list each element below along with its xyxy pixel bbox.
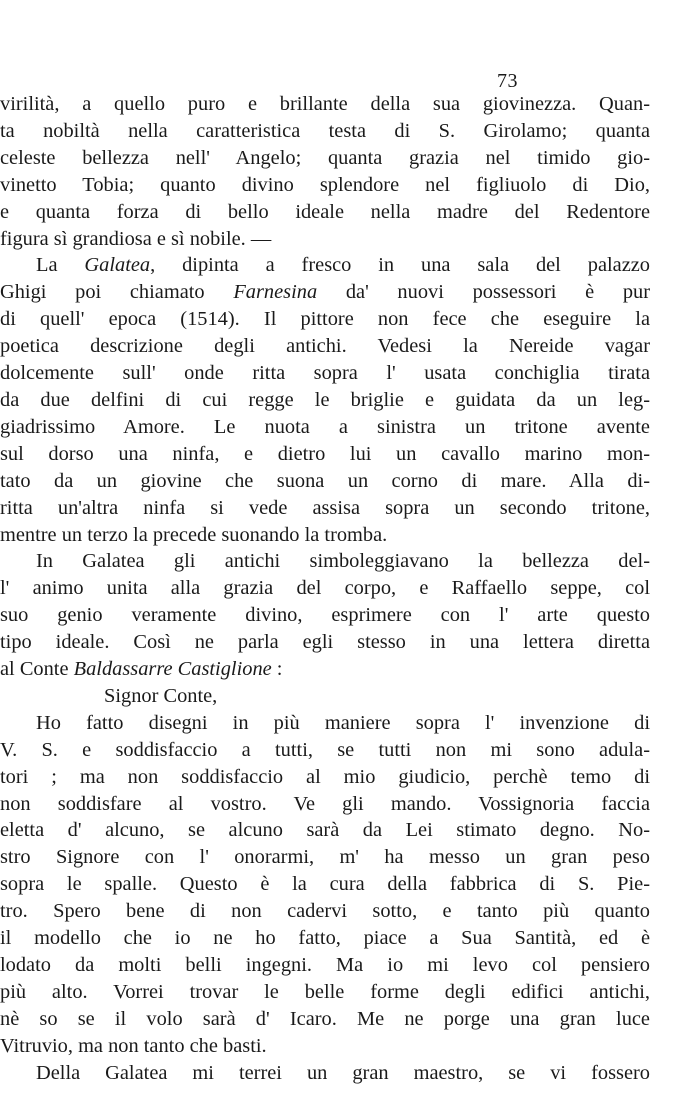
text-line: sul dorso una ninfa, e dietro lui un cavallo marino mon- [0, 442, 650, 465]
text-line: Vitruvio, ma non tanto che basti. [0, 1034, 267, 1057]
text-line: nè so se il volo sarà d' Icaro. Me ne porge una gran luce [0, 1007, 650, 1030]
place-name: Farnesina [233, 281, 318, 304]
paragraph-galatea [0, 252, 650, 548]
text-line: non soddisfare al vostro. Ve gli mando. Vossignoria faccia [0, 792, 650, 815]
text-run: al Conte [0, 658, 74, 681]
paragraph-symbolism [0, 548, 650, 683]
text-line: vinetto Tobia; quanto divino splendore nel figliuolo di Dio, [0, 173, 650, 196]
text-line: tori ; ma non soddisfaccio al mio giudicio, perchè temo di [0, 765, 650, 788]
artwork-title: Galatea [84, 254, 151, 277]
text-line: e quanta forza di bello ideale nella madre del Redentore [0, 200, 650, 223]
text-line: tato da un giovine che suona un corno di mare. Alla di- [0, 469, 650, 492]
text-line [0, 656, 650, 683]
text-line: figura sì grandiosa e sì nobile. — [0, 227, 272, 250]
text-line: più alto. Vorrei trovar le belle forme degli edifici antichi, [0, 980, 650, 1003]
paragraph-galatea-letter [0, 1060, 650, 1087]
text-line: l' animo unita alla grazia del corpo, e Raffaello seppe, col [0, 577, 650, 600]
text-line: In Galatea gli antichi simboleggiavano la bellezza del- [36, 550, 650, 573]
text-line [0, 252, 650, 279]
text-run: : [271, 658, 283, 681]
text-line: tipo ideale. Così ne parla egli stesso in una lettera diretta [0, 631, 650, 654]
page-number: 73 [497, 70, 518, 92]
text-line: mentre un terzo la precede suonando la tromba. [0, 523, 388, 546]
text-line: ta nobiltà nella caratteristica testa di S. Girolamo; quanta [0, 119, 650, 142]
text-line: eletta d' alcuno, se alcuno sarà da Lei stimato degno. No- [0, 819, 650, 842]
person-name: Baldassarre Castiglione [73, 658, 272, 681]
paragraph-continuation [0, 91, 650, 252]
text-line [0, 279, 650, 306]
text-line: dolcemente sull' onde ritta sopra l' usata conchiglia tirata [0, 362, 650, 385]
text-line: virilità, a quello puro e brillante della sua giovinezza. Quan- [0, 93, 650, 115]
text-line: Della Galatea mi terrei un gran maestro, se vi fossero [36, 1061, 650, 1084]
text-line: tro. Spero bene di non cadervi sotto, e tanto più quanto [0, 900, 650, 923]
text-line: stro Signore con l' onorarmi, m' ha messo un gran peso [0, 846, 650, 869]
text-line: V. S. e soddisfaccio a tutti, se tutti non mi sono adula- [0, 738, 650, 761]
paragraph-letter [0, 710, 650, 1060]
text-run: , dipinta a fresco in una sala del palazzo [150, 254, 650, 277]
text-line: suo genio veramente divino, esprimere con l' arte questo [0, 604, 650, 627]
text-line: ritta un'altra ninfa si vede assisa sopra un secondo tritone, [0, 496, 650, 519]
text-line: celeste bellezza nell' Angelo; quanta grazia nel timido gio- [0, 146, 650, 169]
text-run: Ghigi poi chiamato [0, 281, 234, 304]
text-line: il modello che io ne ho fatto, piace a Sua Santità, ed è [0, 927, 650, 950]
text-line: giadrissimo Amore. Le nuota a sinistra un tritone avente [0, 415, 650, 438]
page-body [0, 91, 650, 1087]
text-run: da' nuovi possessori è pur [317, 281, 651, 304]
text-line: sopra le spalle. Questo è la cura della fabbrica di S. Pie- [0, 873, 650, 896]
text-line: lodato da molti belli ingegni. Ma io mi levo col pensiero [0, 954, 650, 976]
text-run: La [36, 254, 85, 277]
text-line: da due delfini di cui regge le briglie e guidata da un leg- [0, 388, 650, 411]
text-line: di quell' epoca (1514). Il pittore non fece che eseguire la [0, 308, 650, 331]
letter-salutation: Signor Conte, [104, 684, 218, 707]
text-line: Ho fatto disegni in più maniere sopra l' invenzione di [36, 711, 650, 734]
text-line: poetica descrizione degli antichi. Vedesi la Nereide vagar [0, 335, 650, 358]
